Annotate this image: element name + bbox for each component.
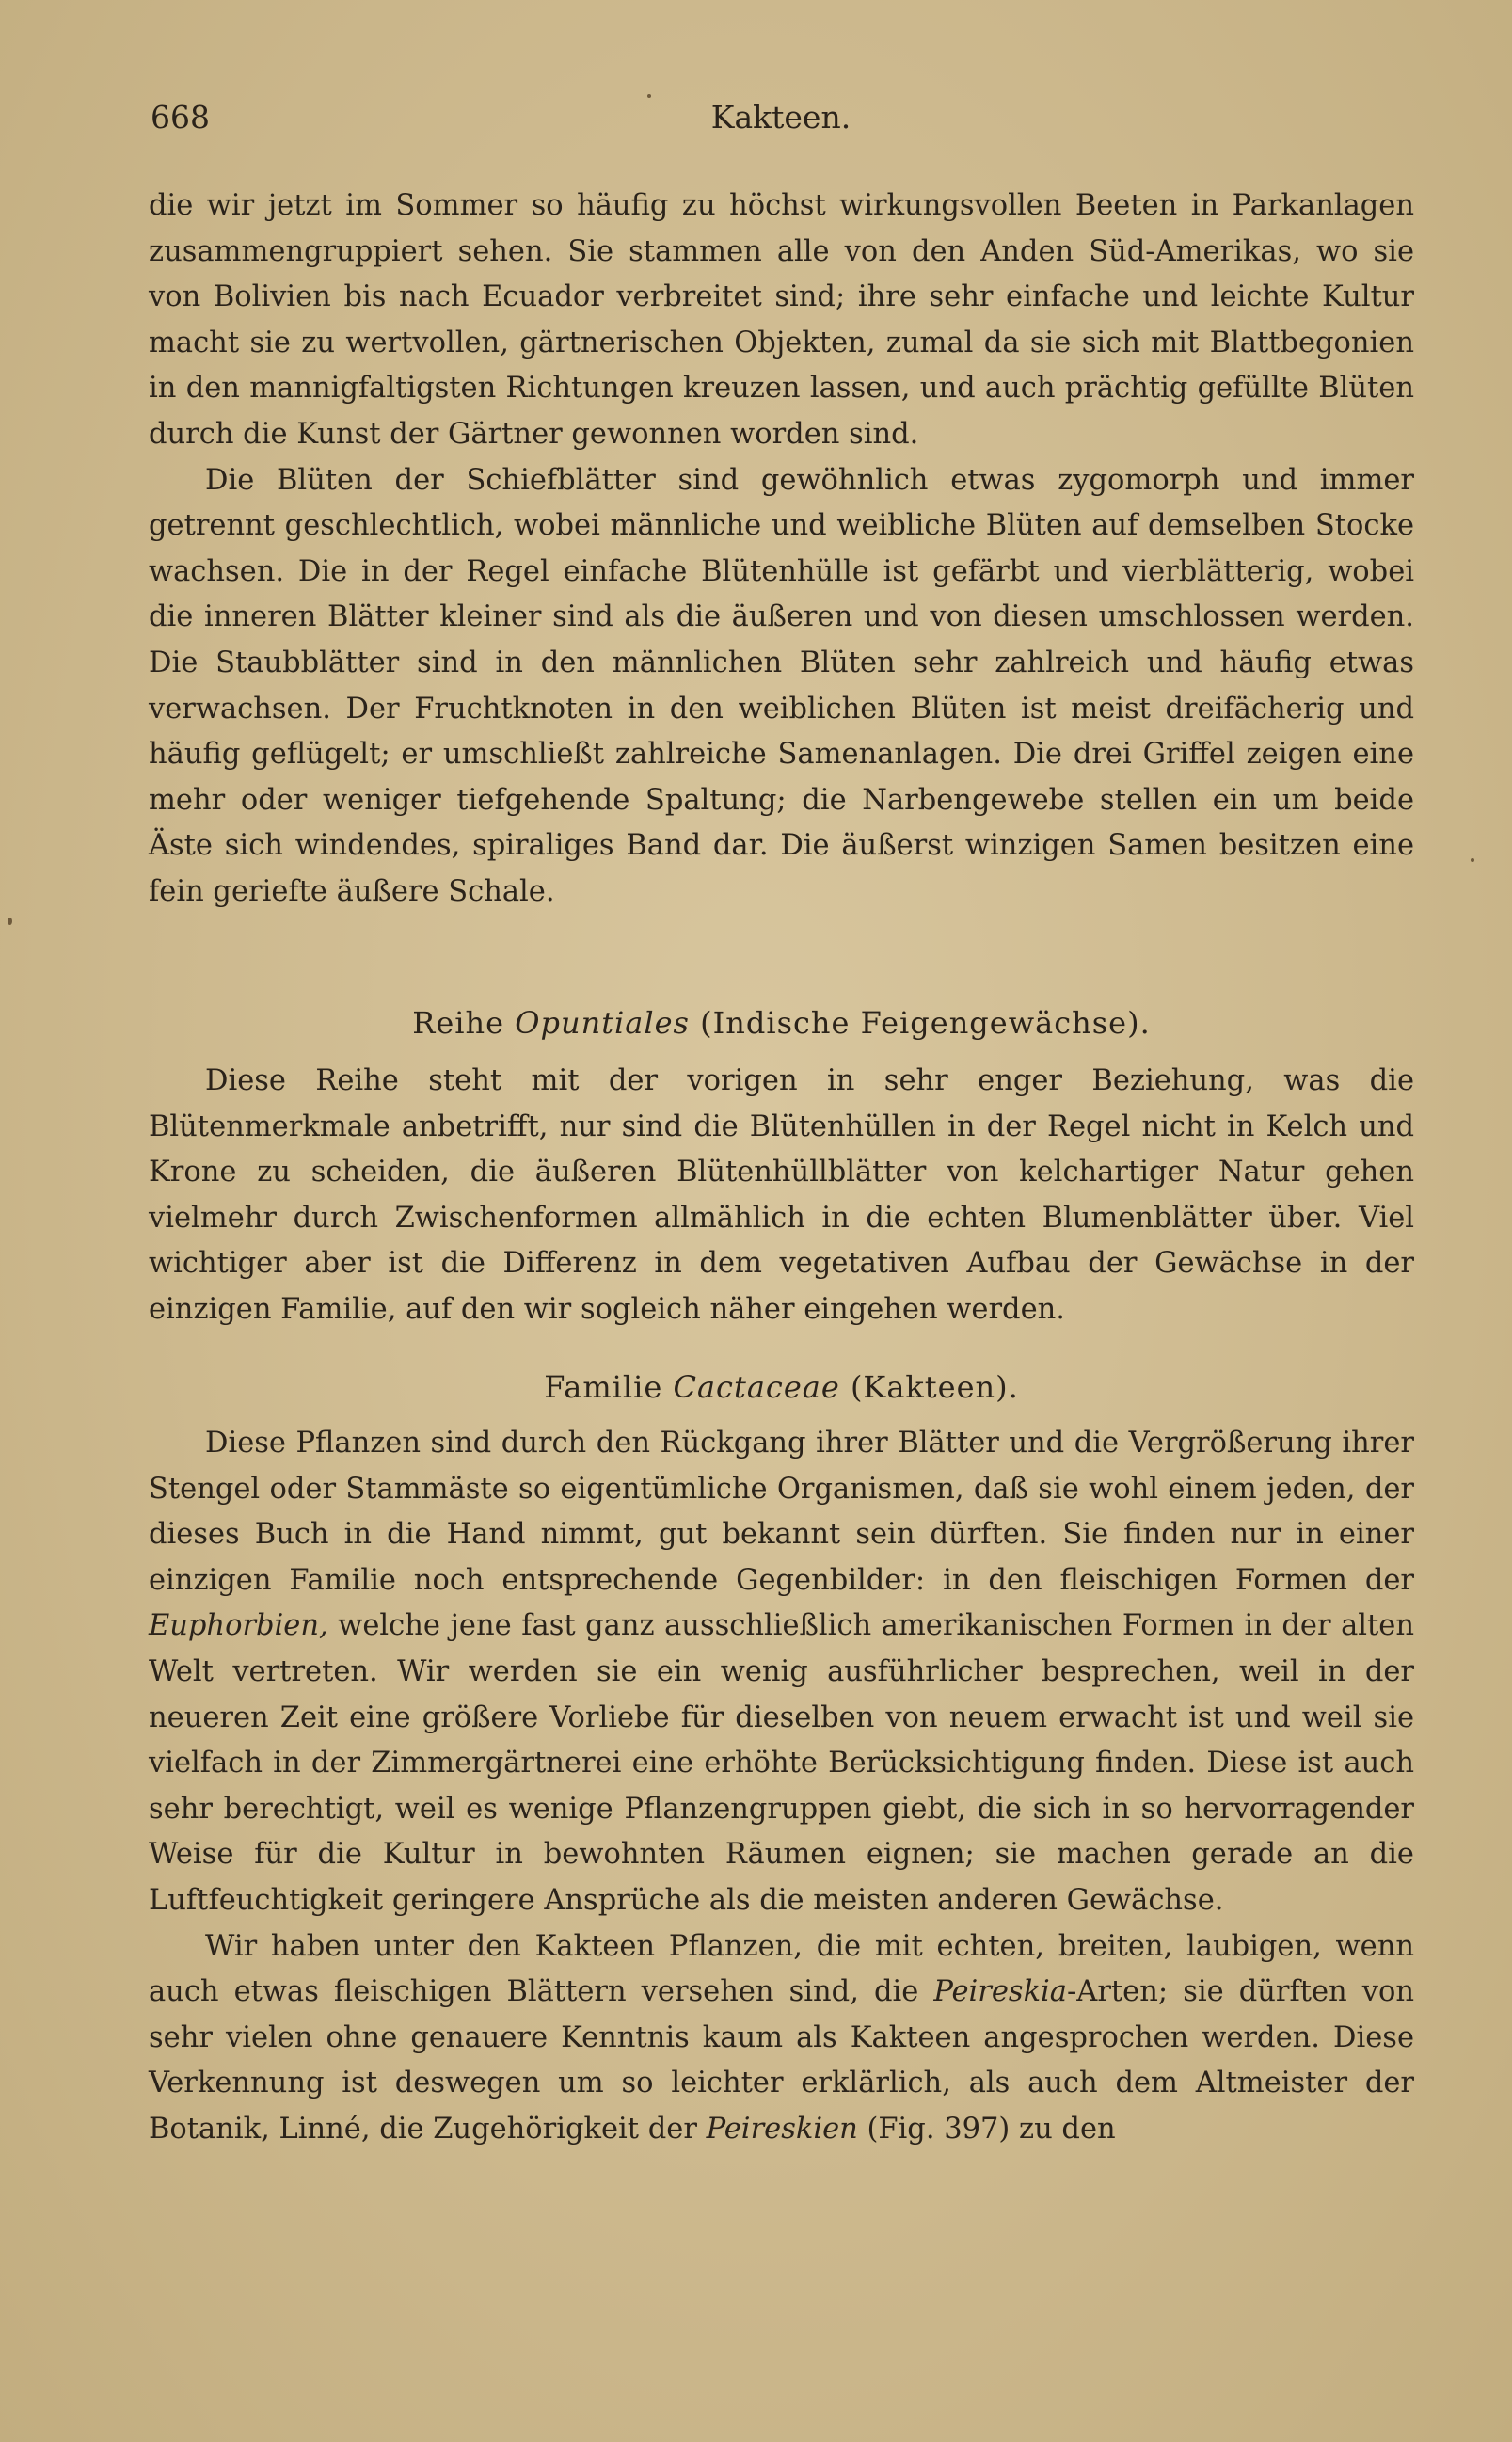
- paper-speck: [1471, 858, 1474, 862]
- latin-term: Peireskia: [933, 1975, 1067, 2009]
- heading-suffix: (Kakteen).: [839, 1369, 1019, 1405]
- heading-latin-name: Opuntiales: [515, 1005, 690, 1041]
- text-run: Diese Pflanzen sind durch den Rückgang ihrer Blätter und die Vergrößerung ihrer Stengel oder Stammäste so eigentümliche Organismen, daß sie wohl einem jeden, der dieses Buch in die Hand nimmt, gut bekannt sein dürften. Sie finden nur in einer einzigen Familie noch entsprechende Gegenbilder: in den fleischigen Formen der: [149, 1427, 1414, 1597]
- page-number: 668: [151, 99, 210, 136]
- heading-suffix: (Indische Feigengewächse).: [689, 1005, 1151, 1041]
- paper-speck: [8, 918, 12, 925]
- paragraph-cactaceae-intro: [149, 1421, 1414, 1924]
- text-run: (Fig. 397) zu den: [857, 2112, 1116, 2146]
- paragraph-opuntiales: Diese Reihe steht mit der vorigen in sehr enger Beziehung, was die Blütenmerkmale anbetrifft, nur sind die Blütenhüllen in der Regel nicht in Kelch und Krone zu scheiden, die äußeren Blütenhüllblätter von kelchartiger Natur gehen vielmehr durch Zwischenformen allmählich in die echten Blumenblätter über. Viel wichtiger aber ist die Differenz in dem vegetativen Aufbau der Gewächse in der einzigen Familie, auf den wir sogleich näher eingehen werden.: [149, 1064, 1414, 1326]
- paragraph-peireskia: [149, 1924, 1414, 2153]
- text-block-cactaceae: [149, 1421, 1414, 2153]
- heading-prefix: Reihe: [412, 1005, 516, 1041]
- heading-latin-name: Cactaceae: [673, 1369, 840, 1405]
- latin-term: Peireskien: [706, 2112, 858, 2146]
- text-run: Wir haben unter den Kakteen Pflanzen, die mit echten, breiten, laubigen, wenn auch etwas fleischigen Blättern versehen sind, die: [149, 1929, 1414, 2009]
- section-heading-cactaceae: [149, 1369, 1414, 1405]
- section-heading-opuntiales: [149, 1005, 1414, 1041]
- running-title: Kakteen.: [710, 99, 851, 136]
- latin-term: Euphorbien,: [149, 1609, 328, 1643]
- heading-prefix: Familie: [544, 1369, 674, 1405]
- text-block-begonia: [149, 184, 1414, 916]
- text-run: welche jene fast ganz ausschließlich amerikanischen Formen in der alten Welt vertreten. Wir werden sie ein wenig ausführlicher besprechen, weil in der neueren Zeit eine größere Vorliebe für dieselben von neuem erwacht ist und weil sie vielfach in der Zimmergärtnerei eine erhöhte Berücksichtigung finden. Diese ist auch sehr berechtigt, weil es wenige Pflanzengruppen giebt, die sich in so hervorragender Weise für die Kultur in bewohnten Räumen eignen; sie machen gerade an die Luftfeuchtigkeit geringere Ansprüche als die meisten anderen Gewächse.: [149, 1609, 1414, 1917]
- paragraph-begonia-flowers: Die Blüten der Schiefblätter sind gewöhnlich etwas zygomorph und immer getrennt geschlechtlich, wobei männliche und weibliche Blüten auf demselben Stocke wachsen. Die in der Regel einfache Blütenhülle ist gefärbt und vierblätterig, wobei die inneren Blätter kleiner sind als die äußeren und von diesen umschlossen werden. Die Staubblätter sind in den männlichen Blüten sehr zahlreich und häufig etwas verwachsen. Der Fruchtknoten in den weiblichen Blüten ist meist dreifächerig und häufig geflügelt; er umschließt zahlreiche Samenanlagen. Die drei Griffel zeigen eine mehr oder weniger tiefgehende Spaltung; die Narbengewebe stellen ein um beide Äste sich windendes, spiraliges Band dar. Die äußerst winzigen Samen besitzen eine fein geriefte äußere Schale.: [149, 463, 1414, 908]
- paragraph-begonia-culture: die wir jetzt im Sommer so häufig zu höchst wirkungsvollen Beeten in Parkanlagen zusammengruppiert sehen. Sie stammen alle von den Anden Süd-Amerikas, wo sie von Bolivien bis nach Ecuador verbreitet sind; ihre sehr einfache und leichte Kultur macht sie zu wertvollen, gärtnerischen Objekten, zumal da sie sich mit Blattbegonien in den mannigfaltigsten Richtungen kreuzen lassen, und auch prächtig gefüllte Blüten durch die Kunst der Gärtner gewonnen worden sind.: [149, 189, 1414, 451]
- paper-speck: [647, 94, 651, 98]
- text-block-opuntiales: [149, 1059, 1414, 1333]
- text-run: -Arten; sie dürften von sehr vielen ohne genauere Kenntnis kaum als Kakteen angesprochen werden. Diese Verkennung ist deswegen um so leichter erklärlich, als auch dem Altmeister der Botanik, Linné, die Zugehörigkeit der: [149, 1975, 1414, 2146]
- page-header: [151, 99, 1411, 146]
